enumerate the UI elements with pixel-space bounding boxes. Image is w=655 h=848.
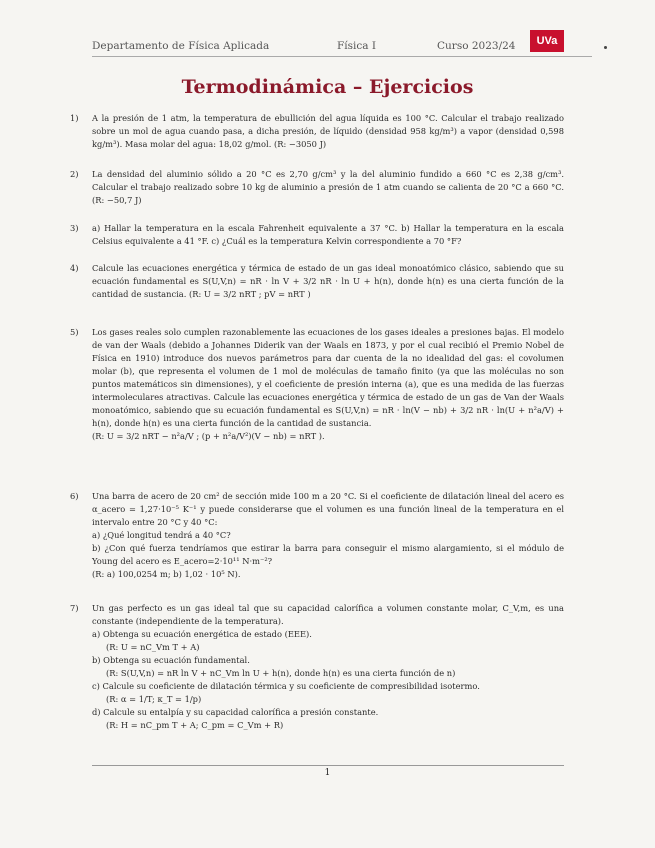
page-header xyxy=(92,38,592,57)
exercise-text: La densidad del aluminio sólido a 20 °C es 2,70 g/cm³ y la del aluminio fundido a 660 °C es 2,38 g/cm³. Calcular el trabajo realizado sobre 10 kg de aluminio a presión de 1 atm cuando se calienta de 20 °C a 660 °C. (R: −50,7 J) xyxy=(92,169,564,205)
exercise-text: Calcule las ecuaciones energética y térmica de estado de un gas ideal monoatómico clásico, sabiendo que su ecuación fundamental es S(U,V,n) = nR · ln V + 3/2 nR · ln U + h(n), donde h(n) es una cierta función de la cantidad de sustancia. (R: U = 3/2 nRT ; pV = nRT ) xyxy=(92,263,564,299)
exercise-part: b) Obtenga su ecuación fundamental. xyxy=(92,655,250,665)
exercise-1 xyxy=(70,112,564,151)
exercise-part: a) Obtenga su ecuación energética de estado (EEE). xyxy=(92,629,312,639)
exercise-part: d) Calcule su entalpía y su capacidad calorífica a presión constante. xyxy=(92,707,379,717)
page-number: 1 xyxy=(324,768,331,778)
dot-mark xyxy=(604,46,607,49)
exercise-number: 2) xyxy=(70,169,79,179)
page-title: Termodinámica – Ejercicios xyxy=(181,76,474,98)
exercise-answer: (R: S(U,V,n) = nR ln V + nC_Vm ln U + h(n), donde h(n) es una cierta función de n) xyxy=(106,668,456,678)
exercise-5 xyxy=(70,326,564,443)
exercise-answer: (R: U = 3/2 nRT − n²a/V ; (p + n²a/V²)(V − nb) = nRT ). xyxy=(92,431,325,441)
exercise-text: A la presión de 1 atm, la temperatura de ebullición del agua líquida es 100 °C. Calcular el trabajo realizado sobre un mol de agua cuando pasa, a dicha presión, de líquido (densidad 958 kg/m³) a vapor (densidad 0,598 kg/m³). Masa molar del agua: 18,02 g/mol. (R: −3050 J) xyxy=(92,113,564,149)
uva-logo: UVa xyxy=(530,30,564,52)
exercise-text: Un gas perfecto es un gas ideal tal que su capacidad calorífica a volumen constante molar, C_V,m, es una constante (independiente de la temperatura). xyxy=(92,603,564,626)
exercise-part: b) ¿Con qué fuerza tendríamos que estirar la barra para conseguir el mismo alargamiento, si el módulo de Young del acero es E_acero=2·10¹¹ N·m⁻²? xyxy=(92,543,564,566)
exercise-answer: (R: a) 100,0254 m; b) 1,02 · 10⁵ N). xyxy=(92,569,241,579)
footer-rule xyxy=(92,765,564,766)
exercise-2 xyxy=(70,168,564,207)
exercise-part: a) ¿Qué longitud tendrá a 40 °C? xyxy=(92,530,231,540)
exercise-6 xyxy=(70,490,564,581)
exercise-number: 7) xyxy=(70,603,79,613)
exercise-part: c) Calcule su coeficiente de dilatación térmica y su coeficiente de compresibilidad isotermo. xyxy=(92,681,480,691)
exercise-4 xyxy=(70,262,564,301)
exercise-answer: (R: α = 1/T; κ_T = 1/p) xyxy=(106,694,202,704)
subject-label: Física I xyxy=(337,40,377,52)
exercise-number: 5) xyxy=(70,327,79,337)
exercise-number: 6) xyxy=(70,491,79,501)
exercise-answer: (R: U = nC_Vm T + A) xyxy=(106,642,200,652)
exercise-number: 4) xyxy=(70,263,79,273)
exercise-3 xyxy=(70,222,564,248)
exercise-number: 1) xyxy=(70,113,79,123)
exercise-answer: (R: H = nC_pm T + A; C_pm = C_Vm + R) xyxy=(106,720,284,730)
course-label: Curso 2023/24 xyxy=(437,40,516,52)
exercise-number: 3) xyxy=(70,223,79,233)
exercise-text: Una barra de acero de 20 cm² de sección mide 100 m a 20 °C. Si el coeficiente de dilatación lineal del acero es α_acero = 1,27·10⁻⁵ K⁻¹ y puede considerarse que el volumen es una función lineal de la temperatura en el intervalo entre 20 °C y 40 °C: xyxy=(92,491,564,527)
exercise-text: a) Hallar la temperatura en la escala Fahrenheit equivalente a 37 °C. b) Hallar la temperatura en la escala Celsius equivalente a 41 °F. c) ¿Cuál es la temperatura Kelvin correspondiente a 70 °F? xyxy=(92,223,564,246)
department-label: Departamento de Física Aplicada xyxy=(92,40,270,52)
exercise-7 xyxy=(70,602,564,732)
exercise-text: Los gases reales solo cumplen razonablemente las ecuaciones de los gases ideales a presiones bajas. El modelo de van der Waals (debido a Johannes Diderik van der Waals en 1873, y por el cual recibió el Premio Nobel de Física en 1910) introduce dos nuevos parámetros para dar cuenta de la no idealidad del gas: el covolumen molar (b), que representa el volumen de 1 mol de moléculas de tamaño finito (ya que las moléculas no son puntos matemáticos sin dimensiones), y el coeficiente de presión interna (a), que es una medida de las fuerzas intermoleculares atractivas. Calcule las ecuaciones energética y térmica de estado de un gas de Van der Waals monoatómico, sabiendo que su ecuación fundamental es S(U,V,n) = nR · ln(V − nb) + 3/2 nR · ln(U + n²a/V) + h(n), donde h(n) es una cierta función de la cantidad de sustancia. xyxy=(92,327,564,428)
